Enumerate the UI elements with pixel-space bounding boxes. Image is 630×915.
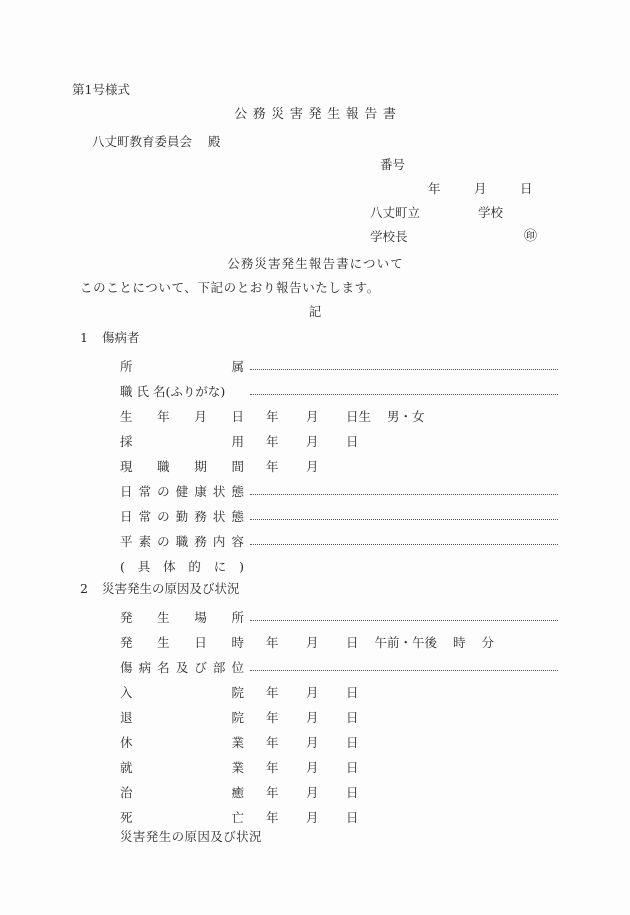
intro-text: このことについて、下記のとおり報告いたします。 bbox=[80, 280, 380, 295]
day-label: 日 bbox=[346, 735, 359, 750]
field-input-line[interactable] bbox=[250, 608, 558, 621]
subject-line: 公務災害発生報告書について bbox=[227, 256, 404, 271]
field-value-leave[interactable] bbox=[266, 733, 359, 751]
principal-label: 学校長 bbox=[370, 229, 408, 244]
year-label: 年 bbox=[266, 635, 279, 650]
ampm-label: 午前・午後 bbox=[374, 635, 438, 650]
field-label: 就業 bbox=[120, 760, 244, 775]
date-year-label: 年 bbox=[428, 181, 441, 196]
field-label: (具体的に) bbox=[120, 559, 244, 574]
field-row-death bbox=[120, 808, 359, 824]
day-label: 日 bbox=[346, 635, 359, 650]
field-row-name bbox=[120, 382, 558, 398]
field-row-work-condition bbox=[120, 507, 558, 523]
free-text-heading: 災害発生の原因及び状況 bbox=[120, 829, 262, 844]
field-row-incident-place bbox=[120, 608, 558, 624]
field-input-line[interactable] bbox=[250, 357, 558, 370]
field-row-health-condition bbox=[120, 482, 558, 498]
seal-icon: ㊞ bbox=[524, 229, 538, 244]
day-label: 日 bbox=[346, 434, 359, 449]
document-number-label: 番号 bbox=[380, 157, 406, 172]
field-label: 死亡 bbox=[120, 810, 244, 825]
month-label: 月 bbox=[306, 434, 319, 449]
field-row-recovery bbox=[120, 783, 359, 799]
month-label: 月 bbox=[306, 810, 319, 825]
school-suffix: 学校 bbox=[478, 205, 504, 220]
field-label: 退院 bbox=[120, 710, 244, 725]
document-date-line bbox=[428, 183, 533, 196]
addressee-line bbox=[92, 136, 221, 149]
day-label: 日 bbox=[346, 760, 359, 775]
field-row-discharge bbox=[120, 708, 359, 724]
year-label: 年 bbox=[266, 760, 279, 775]
month-label: 月 bbox=[306, 409, 319, 424]
ki-mark: 記 bbox=[308, 304, 322, 319]
field-label: 傷病名及び部位 bbox=[120, 660, 244, 675]
field-label: 日常の勤務状態 bbox=[120, 509, 244, 524]
field-input-line[interactable] bbox=[250, 507, 558, 520]
field-label: 採用 bbox=[120, 434, 244, 449]
month-label: 月 bbox=[306, 735, 319, 750]
field-label: 日常の健康状態 bbox=[120, 484, 244, 499]
field-input-line[interactable] bbox=[250, 658, 558, 671]
field-value-incident-datetime[interactable] bbox=[266, 633, 494, 651]
section-1-title: 傷病者 bbox=[102, 330, 140, 345]
field-label: 発生日時 bbox=[120, 635, 244, 650]
day-birth-label: 日生 bbox=[346, 409, 372, 424]
field-input-line[interactable] bbox=[250, 482, 558, 495]
month-label: 月 bbox=[306, 785, 319, 800]
field-label: 入院 bbox=[120, 685, 244, 700]
field-label: 生年月日 bbox=[120, 409, 244, 424]
school-name-line bbox=[370, 207, 503, 220]
addressee-name: 八丈町教育委員会 bbox=[92, 134, 193, 149]
date-day-label: 日 bbox=[520, 181, 533, 196]
field-row-duties bbox=[120, 532, 558, 548]
field-value-tenure[interactable] bbox=[266, 457, 319, 475]
page-title: 公務災害発生報告書 bbox=[234, 107, 402, 122]
month-label: 月 bbox=[306, 710, 319, 725]
year-label: 年 bbox=[266, 810, 279, 825]
month-label: 月 bbox=[306, 760, 319, 775]
field-label: 平素の職務内容 bbox=[120, 534, 244, 549]
field-value-birthdate[interactable] bbox=[266, 407, 425, 425]
section-2-title: 災害発生の原因及び状況 bbox=[102, 581, 240, 596]
field-value-return[interactable] bbox=[266, 758, 359, 776]
field-value-death[interactable] bbox=[266, 808, 359, 826]
field-row-birthdate bbox=[120, 407, 425, 423]
field-label: 所属 bbox=[120, 359, 244, 374]
form-id-label: 第1号様式 bbox=[72, 82, 130, 97]
field-value-hiredate[interactable] bbox=[266, 432, 359, 450]
section-2-number: 2 bbox=[80, 581, 88, 596]
field-label: 現職期間 bbox=[120, 459, 244, 474]
section-1-number: 1 bbox=[80, 330, 88, 345]
year-label: 年 bbox=[266, 735, 279, 750]
field-label: 治癒 bbox=[120, 785, 244, 800]
gender-label: 男・女 bbox=[387, 409, 425, 424]
field-value-discharge[interactable] bbox=[266, 708, 359, 726]
field-label: 職 氏 名(ふりがな) bbox=[120, 384, 226, 399]
field-row-hiredate bbox=[120, 432, 359, 448]
minute-label: 分 bbox=[481, 635, 495, 650]
field-label: 休業 bbox=[120, 735, 244, 750]
field-row-admission bbox=[120, 683, 359, 699]
school-prefix: 八丈町立 bbox=[370, 205, 421, 220]
field-row-return bbox=[120, 758, 359, 774]
day-label: 日 bbox=[346, 785, 359, 800]
field-input-line[interactable] bbox=[250, 382, 558, 395]
year-label: 年 bbox=[266, 434, 279, 449]
field-input-line[interactable] bbox=[250, 532, 558, 545]
day-label: 日 bbox=[346, 710, 359, 725]
month-label: 月 bbox=[306, 685, 319, 700]
day-label: 日 bbox=[346, 685, 359, 700]
field-row-duties-detail bbox=[120, 557, 244, 573]
section-2-heading bbox=[80, 583, 240, 596]
field-row-injury-name bbox=[120, 658, 558, 674]
field-row-leave bbox=[120, 733, 359, 749]
year-label: 年 bbox=[266, 710, 279, 725]
field-label: 発生場所 bbox=[120, 610, 244, 625]
day-label: 日 bbox=[346, 810, 359, 825]
month-label: 月 bbox=[306, 635, 319, 650]
field-value-recovery[interactable] bbox=[266, 783, 359, 801]
year-label: 年 bbox=[266, 785, 279, 800]
field-row-tenure bbox=[120, 457, 319, 473]
addressee-honorific: 殿 bbox=[208, 134, 221, 149]
hour-label: 時 bbox=[453, 635, 466, 650]
date-month-label: 月 bbox=[474, 181, 487, 196]
year-label: 年 bbox=[266, 459, 279, 474]
year-label: 年 bbox=[266, 409, 279, 424]
field-row-affiliation bbox=[120, 357, 558, 373]
field-row-incident-datetime bbox=[120, 633, 494, 649]
field-value-admission[interactable] bbox=[266, 683, 359, 701]
month-label: 月 bbox=[306, 459, 319, 474]
year-label: 年 bbox=[266, 685, 279, 700]
section-1-heading bbox=[80, 332, 140, 345]
